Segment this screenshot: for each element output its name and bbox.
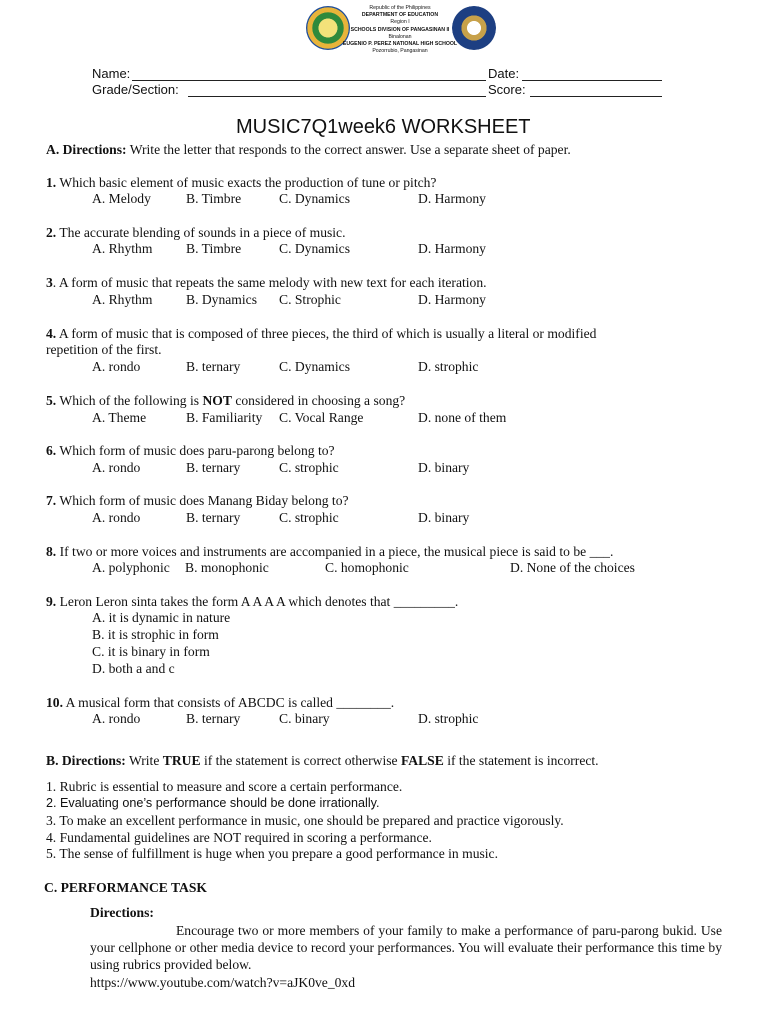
- choice-b: B. monophonic: [185, 560, 269, 575]
- choice-d: D. both a and c: [92, 661, 175, 676]
- question-text: If two or more voices and instruments are accompanied in a piece, the musical piece is said to be ___.: [59, 544, 614, 559]
- choice-d: D. None of the choices: [510, 560, 635, 575]
- choice-b: B. it is strophic in form: [92, 627, 219, 642]
- choice-a: A. rondo: [92, 359, 141, 374]
- choice-c: C. homophonic: [325, 560, 409, 575]
- choice-b: B. Dynamics: [186, 292, 257, 307]
- choice-c: C. Vocal Range: [279, 410, 364, 425]
- video-link[interactable]: https://www.youtube.com/watch?v=aJK0ve_0xd: [90, 975, 356, 990]
- choice-a: A. polyphonic: [92, 560, 170, 575]
- question-text: The accurate blending of sounds in a piece of music.: [59, 225, 346, 240]
- question-text: . A form of music that repeats the same melody with new text for each iteration.: [52, 275, 487, 290]
- date-label: Date:: [488, 66, 520, 81]
- choice-d: D. binary: [418, 510, 470, 525]
- question-10: [46, 695, 394, 711]
- question-text: Which basic element of music exacts the production of tune or pitch?: [59, 175, 437, 190]
- choice-d: D. binary: [418, 460, 470, 475]
- choice-b: B. ternary: [186, 711, 241, 726]
- performance-task-paragraph: Encourage two or more members of your family to make a performance of paru-parong bukid. Use your cellphone or other media device to record your performances. You will evaluate their performance this time by using rubrics provided below.: [90, 923, 722, 972]
- true-false-statement: 4. Fundamental guidelines are NOT required in scoring a performance.: [46, 830, 432, 845]
- question-6: [46, 443, 335, 459]
- choice-c: C. binary: [279, 711, 330, 726]
- question-text: Which form of music does Manang Biday belong to?: [59, 493, 349, 508]
- choice-d: D. Harmony: [418, 292, 486, 307]
- question-text: Leron Leron sinta takes the form A A A A which denotes that _________.: [59, 594, 459, 609]
- question-number: 7.: [46, 493, 57, 508]
- choice-a: A. it is dynamic in nature: [92, 610, 231, 625]
- question-text: Which form of music does paru-parong belong to?: [59, 443, 335, 458]
- choice-a: A. rondo: [92, 711, 141, 726]
- choice-a: A. Melody: [92, 191, 151, 206]
- question-9: [46, 594, 458, 610]
- question-emphasis: NOT: [202, 393, 232, 408]
- true-false-statement: 1. Rubric is essential to measure and score a certain performance.: [46, 779, 403, 794]
- question-1: [46, 175, 436, 191]
- name-field-line[interactable]: [132, 80, 486, 81]
- question-number: 6.: [46, 443, 57, 458]
- true-false-statement: 3. To make an excellent performance in music, one should be prepared and practice vigorously.: [46, 813, 564, 828]
- choice-b: B. ternary: [186, 359, 241, 374]
- performance-directions-label: Directions:: [90, 905, 154, 920]
- section-b-text: Write: [128, 753, 163, 768]
- question-2: [46, 225, 346, 241]
- choice-c: C. Strophic: [279, 292, 341, 307]
- choice-c: C. strophic: [279, 460, 339, 475]
- section-a-label: A. Directions:: [46, 142, 127, 157]
- section-b-text: if the statement is incorrect.: [443, 753, 599, 768]
- question-text: considered in choosing a song?: [231, 393, 406, 408]
- question-text: A musical form that consists of ABCDC is called ________.: [65, 695, 395, 710]
- question-number: 10.: [46, 695, 63, 710]
- letterhead-line: Region I: [390, 19, 410, 26]
- worksheet-title: MUSIC7Q1week6 WORKSHEET: [236, 116, 531, 138]
- choice-c: C. strophic: [279, 510, 339, 525]
- choice-a: A. Rhythm: [92, 292, 153, 307]
- question-8: [46, 544, 613, 560]
- choice-d: D. strophic: [418, 711, 479, 726]
- section-b-label: B. Directions:: [46, 753, 126, 768]
- date-field-line[interactable]: [522, 80, 662, 81]
- grade-section-field-line[interactable]: [188, 96, 486, 97]
- false-keyword: FALSE: [400, 753, 444, 768]
- letterhead: [320, 5, 480, 55]
- section-b-text: if the statement is correct otherwise: [200, 753, 401, 768]
- performance-task-heading: C. PERFORMANCE TASK: [44, 880, 208, 895]
- choice-b: B. ternary: [186, 510, 241, 525]
- choice-d: D. strophic: [418, 359, 479, 374]
- question-number: 4.: [46, 326, 57, 341]
- section-a-directions: [46, 142, 571, 158]
- choice-b: B. Familiarity: [186, 410, 263, 425]
- section-b-directions: [46, 753, 599, 769]
- choice-c: C. Dynamics: [279, 241, 350, 256]
- letterhead-line: EUGENIO P. PEREZ NATIONAL HIGH SCHOOL: [342, 41, 458, 48]
- question-7: [46, 493, 349, 509]
- grade-section-label: Grade/Section:: [92, 82, 179, 97]
- letterhead-line: Binalonan: [388, 33, 412, 40]
- question-number: 1.: [46, 175, 57, 190]
- question-number: 2.: [46, 225, 57, 240]
- letterhead-line: Pozorrubio, Pangasinan: [372, 48, 428, 55]
- letterhead-line: SCHOOLS DIVISION OF PANGASINAN II: [350, 26, 450, 33]
- choice-b: B. ternary: [186, 460, 241, 475]
- question-number: 3: [46, 275, 53, 290]
- question-text: Which of the following is: [59, 393, 203, 408]
- score-field-line[interactable]: [530, 96, 662, 97]
- choice-a: A. rondo: [92, 510, 141, 525]
- choice-c: C. Dynamics: [279, 191, 350, 206]
- question-number: 8.: [46, 544, 57, 559]
- question-4: [46, 326, 596, 342]
- letterhead-line: Republic of the Philippines: [369, 5, 431, 11]
- choice-a: A. Theme: [92, 410, 147, 425]
- question-4-continued: repetition of the first.: [46, 342, 162, 357]
- question-text: A form of music that is composed of three pieces, the third of which is usually a literal or modified: [58, 326, 597, 341]
- true-false-statement: 2. Evaluating one’s performance should be done irrationally.: [46, 796, 380, 810]
- choice-c: C. Dynamics: [279, 359, 350, 374]
- question-3: [46, 275, 487, 291]
- choice-a: A. Rhythm: [92, 241, 153, 256]
- letterhead-line: DEPARTMENT OF EDUCATION: [361, 12, 439, 19]
- choice-d: D. none of them: [418, 410, 507, 425]
- choice-a: A. rondo: [92, 460, 141, 475]
- section-a-text: Write the letter that responds to the correct answer. Use a separate sheet of paper.: [129, 142, 571, 157]
- choice-c: C. it is binary in form: [92, 644, 210, 659]
- name-label: Name:: [92, 66, 131, 81]
- choice-d: D. Harmony: [418, 241, 486, 256]
- true-keyword: TRUE: [162, 753, 201, 768]
- score-label: Score:: [488, 82, 526, 97]
- true-false-statement: 5. The sense of fulfillment is huge when you prepare a good performance in music.: [46, 846, 498, 861]
- choice-b: B. Timbre: [186, 241, 242, 256]
- choice-b: B. Timbre: [186, 191, 242, 206]
- question-number: 5.: [46, 393, 57, 408]
- choice-d: D. Harmony: [418, 191, 486, 206]
- question-5: [46, 393, 405, 409]
- question-number: 9.: [46, 594, 57, 609]
